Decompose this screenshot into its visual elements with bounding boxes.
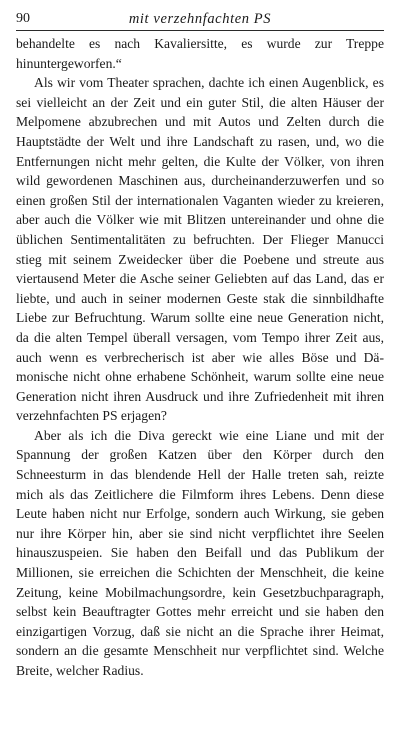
paragraph: Als wir vom Theater sprachen, dachte ich einen Augenblick, es sei vielleicht an der Zeit und ein guter Stil, die alten Häuser der Melpomene abzubrechen und mit Autos und Zelten durch die Hauptstädte der Welt und ihre Landschaft zu rasen, und, wo die Entfernungen nicht mehr gelten, die Kulte der Völker, von ihren wild gewordenen Maschinen aus, durcheinanderzuwerfen und so einen großen Stil der internationalen Vaganten wieder zu kreieren, aber auch die Völker wie mit Blitzen untereinander und ohne die üblichen Sentimentalitäten zu befruchten. Der Flieger Manucci stieg mit seinem Zweidecker über die Poebene und streute aus viertausend Meter die Asche seiner Geliebten auf das Land, das er liebte, und auch in seiner modernen Geste stak die sinnbildhafte Liebe zur Befruchtung. Warum sollte eine neue Generation nicht, da die alten Tempel überall versagen, vom Tempo ihrer Zeit aus, auch wenn es verbrecherisch ist aber wie alles Böse und Dämonische nicht ohne erhabene Schönheit, warum sollte eine neue Generation nicht ihren Ausdruck und ihre Zufriedenheit mit ihren verzehnfachten PS erjagen? [16, 75, 384, 424]
paragraph: behandelte es nach Kavaliersitte, es wurde zur Treppe hinuntergeworfen.“ [16, 36, 384, 71]
running-header [16, 10, 384, 31]
body-text [16, 34, 384, 681]
running-title: mit verzehnfachten PS [128, 11, 272, 27]
book-page [16, 10, 384, 681]
page-number: 90 [16, 11, 30, 26]
paragraph: Aber als ich die Diva gereckt wie eine Liane und mit der Spannung der großen Katzen über den Körper durch den Schneesturm in das blendende Hell der Halle treten sah, reizte mich als das Zeitlichere die Filmform ihres Lebens. Denn diese Leute haben nicht nur Erfolge, sondern auch Wirkung, sie geben nur ihre Körper hin, aber sie sind nicht verpflichtet ihre Seelen hinauszuspeien. Sie haben den Beifall und das Publikum der Millionen, sie erreichen die Schichten der Menschheit, die keine Zeitung, keine Mobilmachungsordre, kein Gesetzbuchparagraph, selbst kein Beauftragter Gottes mehr erreicht und sie haben den einzigartigen Vorzug, daß sie nicht an die Sprache ihrer Heimat, sondern an die gesamte Menschheit nur verpflichtet sind. Welche Breite, welcher Radius. [16, 427, 384, 678]
